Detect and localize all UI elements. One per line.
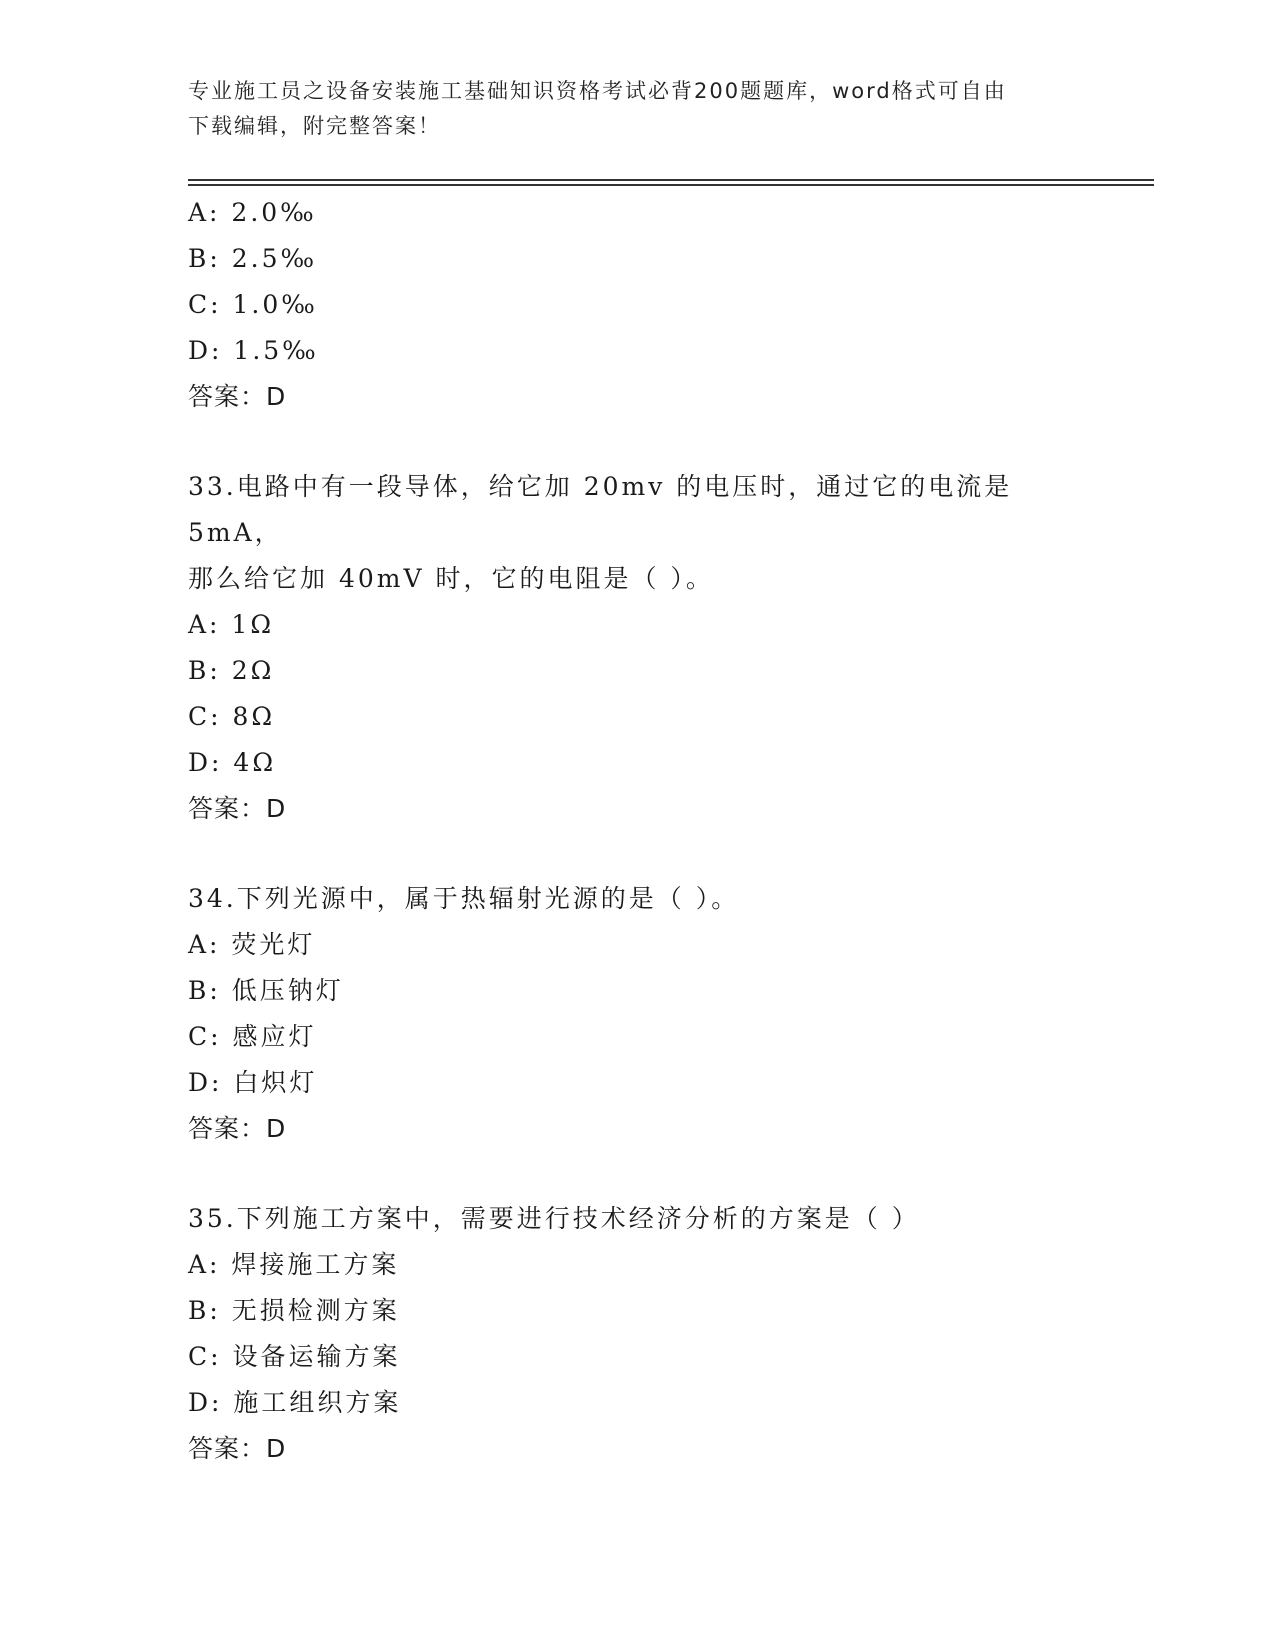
option-b: B: 2.5‰ [188, 244, 318, 273]
question-block-33 [188, 464, 1128, 832]
option-b: B: 无损检测方案 [188, 1296, 400, 1325]
question-text [188, 1196, 1088, 1242]
option-d: D: 施工组织方案 [188, 1388, 402, 1417]
question-text-line-2: 那么给它加 40mV 时，它的电阻是（ ）。 [188, 564, 714, 593]
header-title-line-2: 下载编辑，附完整答案！ [188, 114, 441, 138]
option-b: B: 低压钠灯 [188, 976, 344, 1005]
question-text-line-1: 33.电路中有一段导体，给它加 20mv 的电压时，通过它的电流是 5mA， [188, 472, 1013, 547]
option-d: D: 4Ω [188, 748, 277, 777]
option-c: C: 设备运输方案 [188, 1342, 401, 1371]
option-c: C: 感应灯 [188, 1022, 317, 1051]
header-divider-top [188, 179, 1154, 181]
option-d: D: 1.5‰ [188, 336, 319, 365]
answer-line: 答案：D [188, 1114, 287, 1143]
question-block-35 [188, 1196, 1128, 1472]
option-a: A: 焊接施工方案 [188, 1250, 400, 1279]
option-a: A: 2.0‰ [188, 198, 317, 227]
option-a: A: 1Ω [188, 610, 275, 639]
option-c: C: 1.0‰ [188, 290, 318, 319]
option-b: B: 2Ω [188, 656, 275, 685]
question-text-line-1: 35.下列施工方案中，需要进行技术经济分析的方案是（ ） [188, 1204, 920, 1233]
question-text-line-1: 34.下列光源中，属于热辐射光源的是（ ）。 [188, 884, 740, 913]
question-text [188, 464, 1088, 602]
option-a: A: 荧光灯 [188, 930, 316, 959]
option-d: D: 白炽灯 [188, 1068, 318, 1097]
question-block-partial [188, 190, 1128, 420]
question-list [188, 190, 1128, 1472]
header-title-line-1: 专业施工员之设备安装施工基础知识资格考试必背200题题库，word格式可自由 [188, 79, 1007, 103]
document-header [188, 74, 1068, 144]
answer-line: 答案：D [188, 1434, 287, 1463]
question-text [188, 876, 1088, 922]
answer-line: 答案：D [188, 794, 287, 823]
option-c: C: 8Ω [188, 702, 276, 731]
answer-line: 答案：D [188, 382, 287, 411]
question-block-34 [188, 876, 1128, 1152]
header-divider-bottom [188, 184, 1154, 186]
